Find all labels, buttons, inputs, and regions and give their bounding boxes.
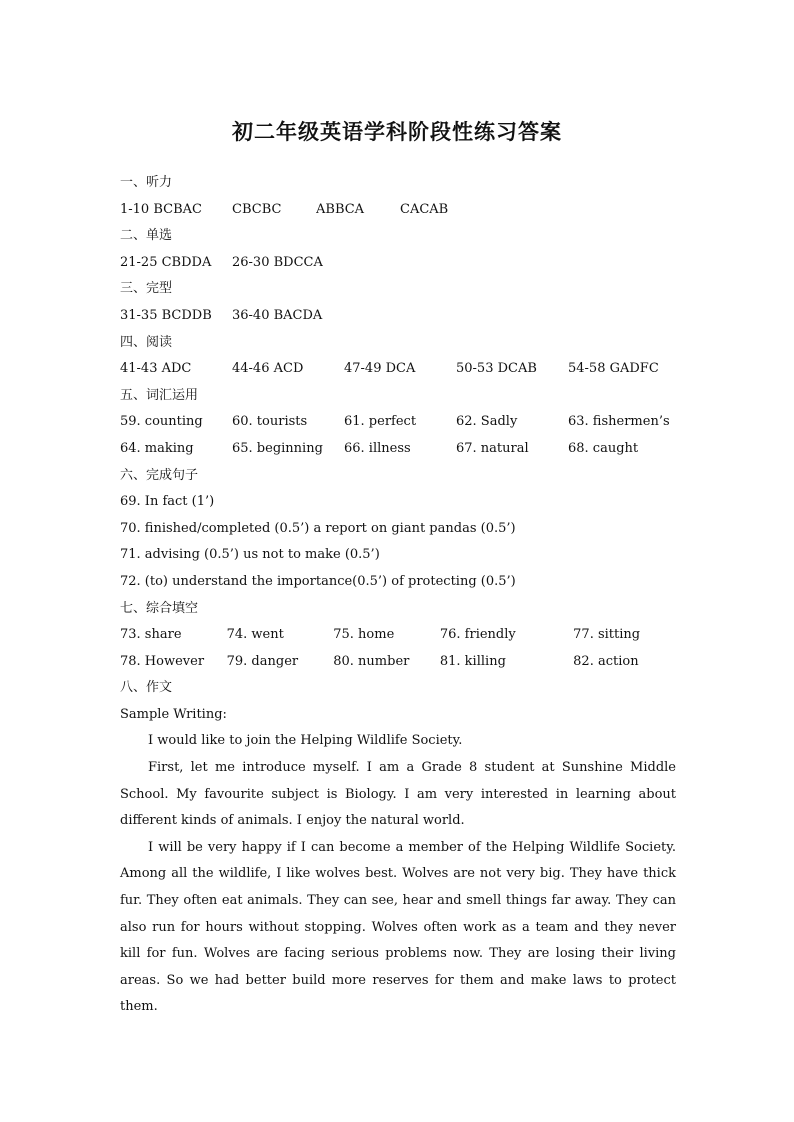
cloze-answers-row [120,303,676,330]
answer-cell: 60. tourists [232,414,308,430]
answer-cell: 50-53 DCAB [456,361,537,377]
answer-cell: 41-43 ADC [120,361,192,377]
answer-cell: 64. making [120,440,194,456]
section-listening-heading: 一、听力 [120,175,173,190]
sample-writing-label: Sample Writing: [120,706,227,722]
section-fill-in-heading: 七、综合填空 [120,600,199,616]
answer-cell: 59. counting [120,414,203,430]
essay-paragraph: First, let me introduce myself. I am a Grade 8 student at Sunshine Middle School. My favourite subject is Biology. I am very interested in learning about different kinds of animals. I enjoy the natural world. [120,760,676,829]
section-vocabulary-heading: 五、词汇运用 [120,387,199,403]
answer-cell: ABBCA [316,201,365,217]
answer-cell: 1-10 BCBAC [120,201,202,217]
vocabulary-answers-row-2 [120,436,676,463]
answer-content [120,170,676,1021]
answer-cell: 44-46 ACD [232,361,304,377]
answer-cell: 36-40 BACDA [232,307,323,323]
single-choice-answers-row [120,250,676,277]
answer-cell: 26-30 BDCCA [232,254,323,270]
reading-answers-row [120,356,676,383]
sentence-answer-line: 70. finished/completed (0.5’) a report on giant pandas (0.5’) [120,520,516,536]
answer-cell: 74. went [226,627,284,643]
fill-in-answers-row-2 [120,649,676,676]
vocabulary-answers-row-1 [120,409,676,436]
answer-cell: 21-25 CBDDA [120,254,212,270]
essay-intro-line: I would like to join the Helping Wildlife Society. [148,733,463,749]
answer-cell: 77. sitting [573,627,641,643]
answer-cell: 80. number [333,653,410,669]
page-title: 初二年级英语学科阶段性练习答案 [232,119,562,144]
essay-paragraph: I will be very happy if I can become a member of the Helping Wildlife Society. Among all the wildlife, I like wolves best. Wolves are not very big. They have thick fur. They often eat animals. They can see, hear and smell things far away. They can also run for hours without stopping. Wolves often work as a team and they never kill for fun. Wolves are facing serious problems now. They are losing their living areas. So we had better build more reserves for them and make laws to protect them. [120,839,676,1015]
section-reading-heading: 四、阅读 [120,334,173,350]
answer-cell: 62. Sadly [456,414,518,430]
answer-cell: 54-58 GADFC [568,361,659,377]
section-cloze-heading: 三、完型 [120,281,173,297]
section-single-choice-heading: 二、单选 [120,228,173,244]
answer-cell: 31-35 BCDDB [120,307,212,323]
fill-in-answers-row-1 [120,622,676,649]
section-writing-heading: 八、作文 [120,680,173,696]
answer-cell: 76. friendly [439,627,516,643]
section-sentence-completion-heading: 六、完成句子 [120,467,199,483]
answer-cell: 65. beginning [232,440,323,456]
answer-cell: 82. action [573,653,639,669]
answer-cell: 78. However [120,653,205,669]
answer-cell: 63. fishermen’s [568,414,670,430]
answer-cell: 73. share [120,627,182,643]
answer-cell: 47-49 DCA [344,361,416,377]
answer-cell: CBCBC [232,201,282,217]
sentence-answer-line: 72. (to) understand the importance(0.5’) of protecting (0.5’) [120,573,516,589]
answer-cell: 68. caught [568,440,639,456]
answer-cell: 75. home [333,627,395,643]
answer-cell: 66. illness [344,440,411,456]
answer-cell: CACAB [400,201,449,217]
answer-cell: 81. killing [439,653,506,669]
sentence-answer-line: 69. In fact (1’) [120,494,215,510]
listening-answers-row [120,197,676,224]
answer-cell: 61. perfect [344,414,417,430]
answer-cell: 67. natural [456,440,529,456]
sentence-answer-line: 71. advising (0.5’) us not to make (0.5’) [120,547,380,563]
answer-cell: 79. danger [226,653,299,669]
